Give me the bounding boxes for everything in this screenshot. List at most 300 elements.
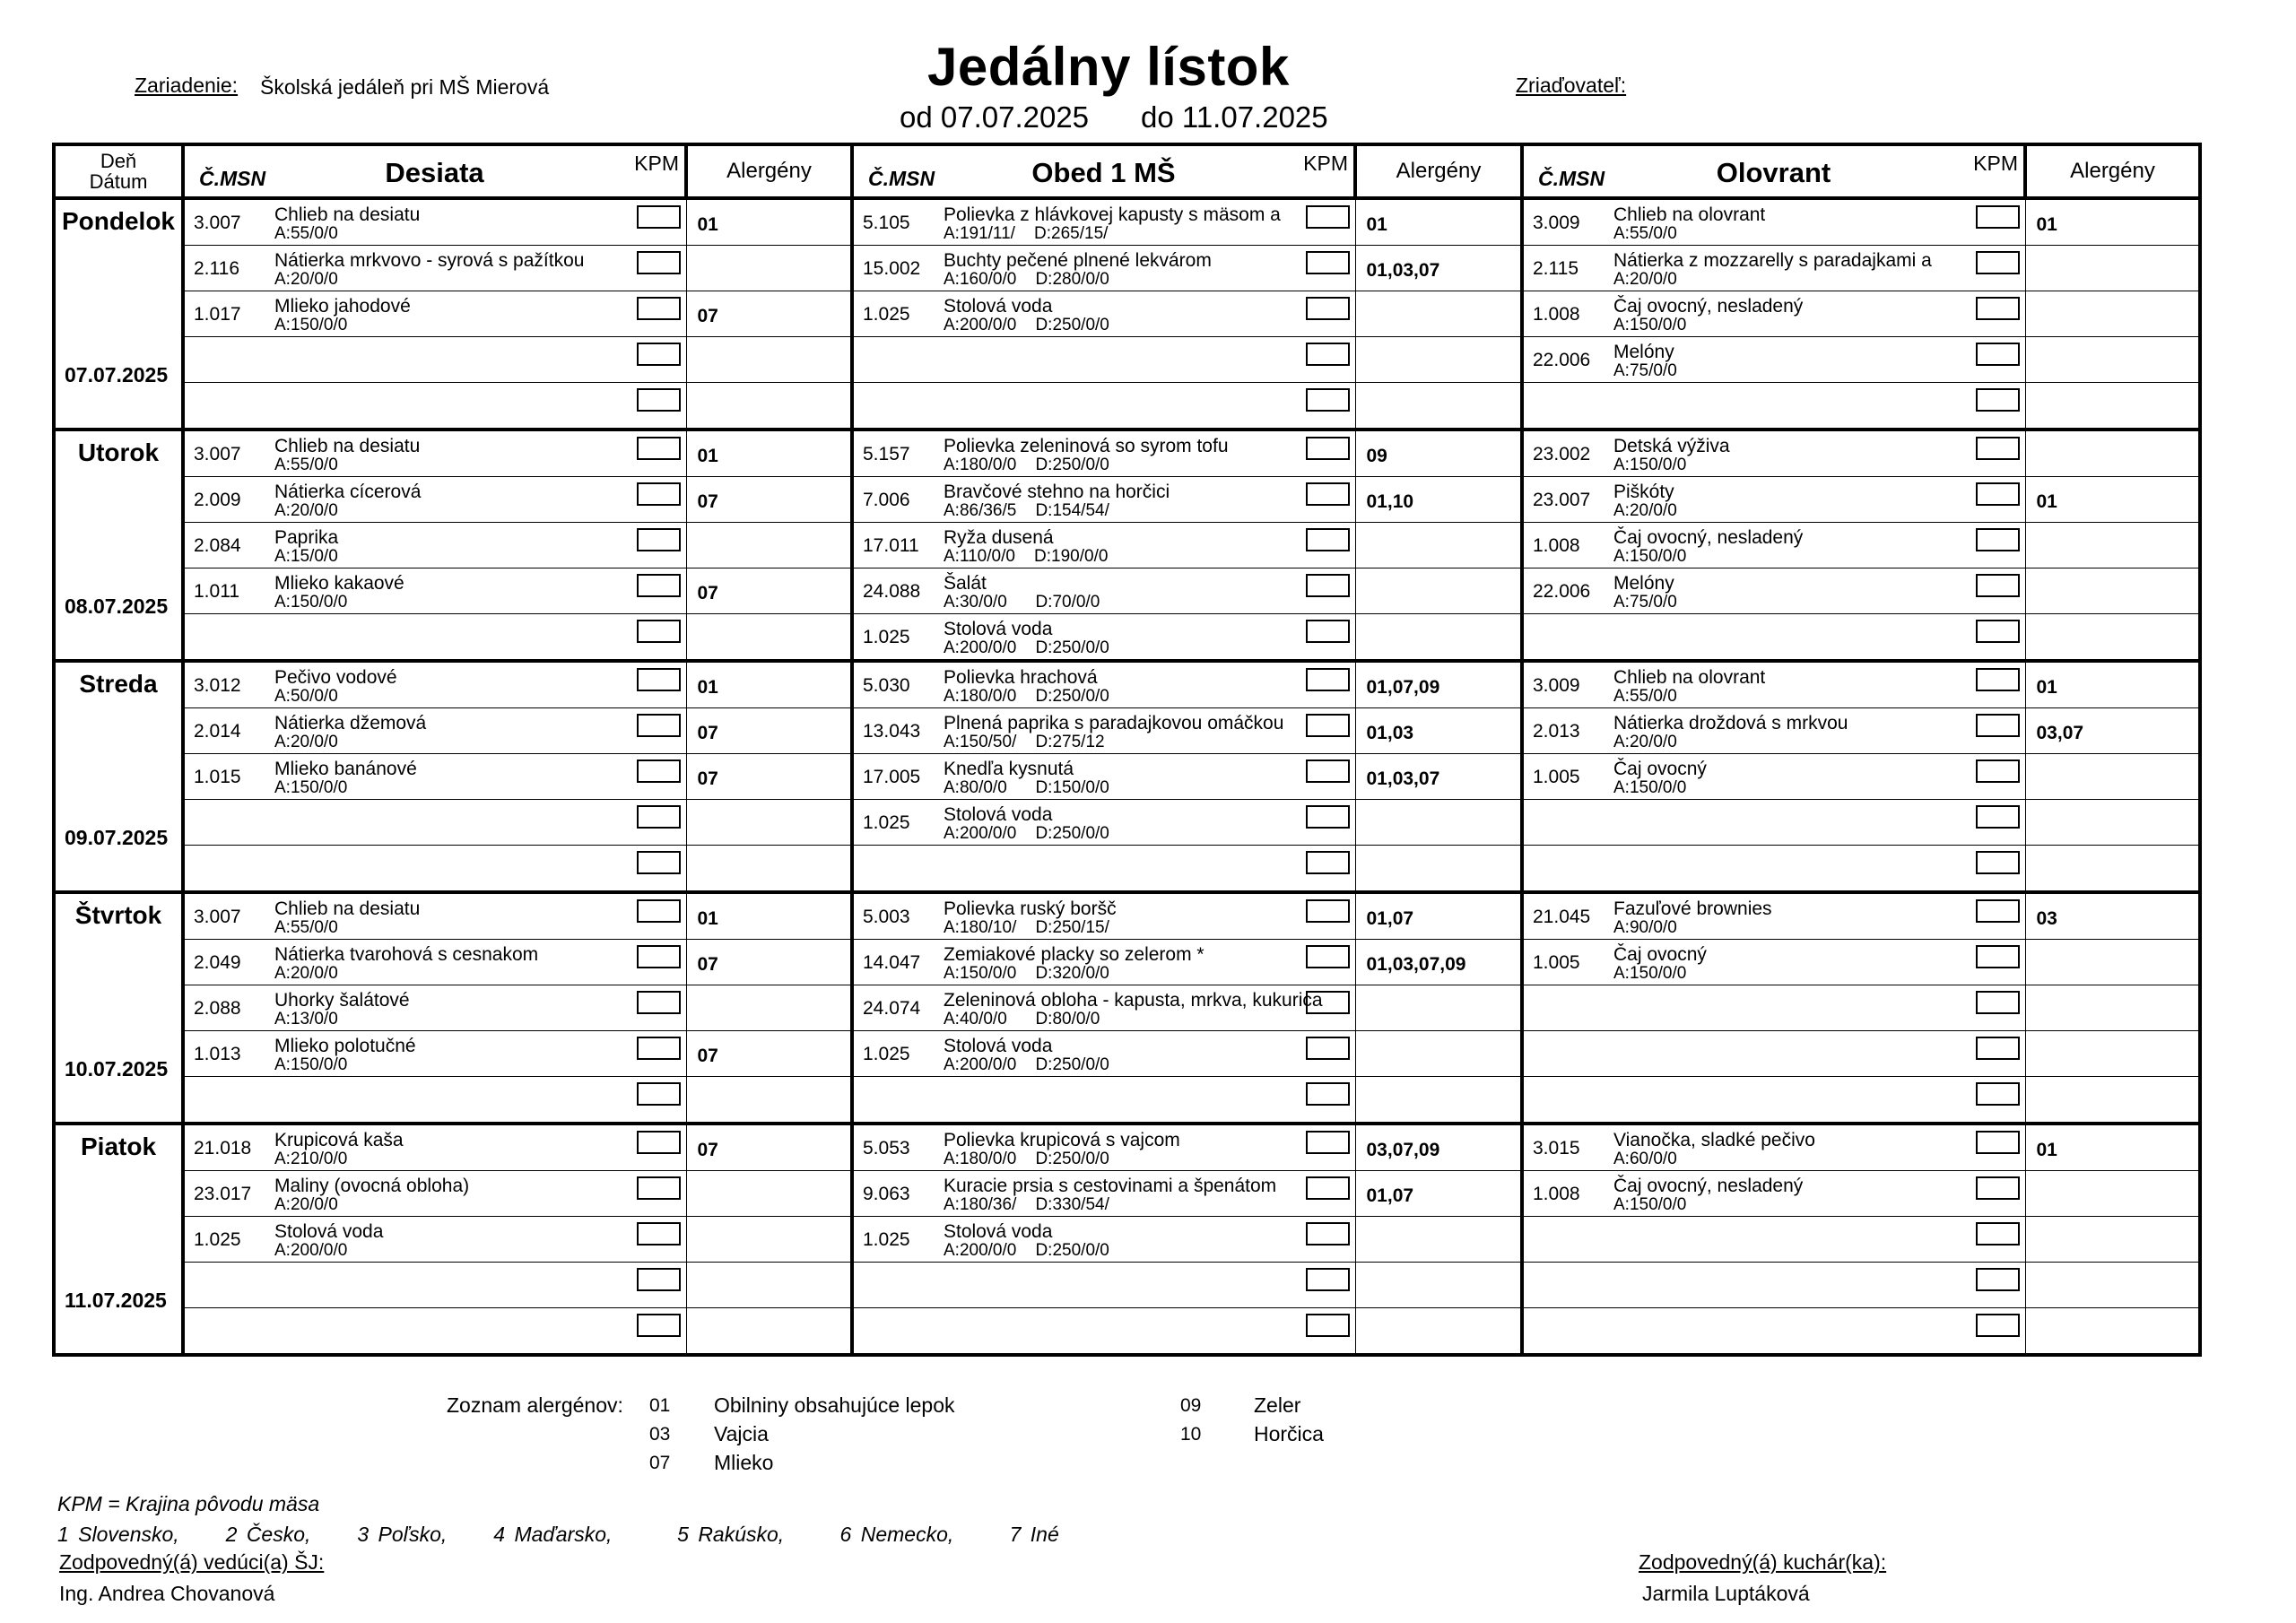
item-name: Mlieko kakaové [274,573,404,594]
day-date: 09.07.2025 [65,826,169,849]
item-portion: A:55/0/0 [1613,687,1677,706]
allergens-cell [1355,892,1522,940]
allergens-cell [1355,846,1522,893]
item-allergens: 01,03,07 [1366,260,1440,281]
item-code: 17.005 [863,767,921,787]
menu-item-cell [1522,291,2025,337]
kpm-checkbox [1976,668,2020,691]
item-code: 24.074 [863,998,921,1019]
item-name: Mlieko polotučné [274,1036,416,1056]
menu-item-cell [183,383,686,430]
item-name: Stolová voda [944,619,1053,639]
item-allergens [1356,985,1521,1000]
item-name: Čaj ovocný, nesladený [1613,527,1804,548]
menu-item-cell [1522,1031,2025,1077]
item-allergens [2026,985,2199,1000]
kpm-checkbox [1976,1082,2020,1106]
allergens-cell [686,661,852,708]
menu-item-cell [1522,661,2025,708]
kpm-countries: 1 Slovensko, 2 Česko, 3 Poľsko, 4 Maďarsko, 5 Rakúsko, 6 Nemecko, 7 Iné [57,1523,1059,1546]
menu-item-cell [1522,892,2025,940]
kpm-checkbox [637,851,681,874]
day-cell [54,892,183,1124]
item-portion: A:110/0/0 D:190/0/0 [944,547,1109,566]
allergens-cell [1355,708,1522,754]
item-portion: A:20/0/0 [1613,501,1677,520]
item-name: Bravčové stehno na horčici [944,482,1170,502]
item-allergens: 07 [697,1046,718,1066]
menu-item-cell [1522,198,2025,246]
item-name: Šalát [944,573,987,594]
item-code: 1.013 [194,1044,241,1064]
allergens-cell [1355,800,1522,846]
item-allergens: 01 [697,908,718,929]
msn-header: Č.MSN [199,167,266,190]
item-code: 14.047 [863,952,921,973]
allergens-cell [686,246,852,291]
item-allergens: 09 [1366,446,1387,466]
kpm-checkbox [1306,1268,1350,1291]
allergens-cell [2025,846,2200,893]
item-allergens: 01,10 [1366,491,1414,512]
allergens-cell [686,568,852,614]
item-code: 1.025 [863,1044,910,1064]
item-code: 2.009 [194,490,241,510]
menu-item-cell [1522,708,2025,754]
item-portion: A:150/0/0 [1613,316,1687,334]
allergens-cell [2025,985,2200,1031]
item-portion: A:200/0/0 D:250/0/0 [944,824,1109,843]
item-allergens [1356,614,1521,629]
item-allergens [687,985,851,1000]
table-row [54,892,2200,940]
item-portion: A:180/10/ D:250/15/ [944,918,1109,937]
table-row [54,661,2200,708]
kpm-checkbox [1976,388,2020,412]
menu-item-cell [183,708,686,754]
table-row [54,198,2200,246]
allergens-cell [1355,198,1522,246]
item-allergens [1356,1217,1521,1231]
item-portion: A:150/0/0 [274,593,348,612]
item-name: Kuracie prsia s cestovinami a špenátom [944,1176,1277,1196]
kpm-checkbox [1976,805,2020,829]
allergen-code: 09 [1180,1395,1202,1416]
menu-item-cell [183,198,686,246]
item-code: 1.008 [1533,304,1580,325]
item-name: Nátierka mrkvovo - syrová s pažítkou [274,250,585,271]
kpm-checkbox [1306,343,1350,366]
item-portion: A:15/0/0 [274,547,338,566]
kpm-checkbox [1976,991,2020,1014]
kpm-checkbox [637,1268,681,1291]
item-code: 3.012 [194,675,241,696]
kpm-checkbox [637,251,681,274]
item-allergens [2026,246,2199,260]
allergens-cell [686,1217,852,1263]
item-portion: A:60/0/0 [1613,1150,1677,1168]
menu-item-cell [183,1308,686,1356]
item-code: 3.007 [194,213,241,233]
allergens-cell [686,1171,852,1217]
kpm-checkbox [1306,899,1350,923]
allergens-cell [1355,383,1522,430]
item-name: Chlieb na desiatu [274,898,421,919]
item-name: Polievka z hlávkovej kapusty s mäsom a [944,204,1281,225]
item-allergens [2026,1077,2199,1091]
allergens-cell [2025,291,2200,337]
item-code: 3.015 [1533,1138,1580,1159]
allergens-cell [1355,1263,1522,1308]
kpm-checkbox [1976,343,2020,366]
item-name: Polievka ruský boršč [944,898,1117,919]
meal-title-desiata: Desiata [385,157,484,188]
facility-name: Školská jedáleň pri MŠ Mierová [260,75,550,99]
item-portion: A:80/0/0 D:150/0/0 [944,778,1109,797]
item-code: 23.017 [194,1184,252,1204]
kpm-checkbox [637,297,681,320]
allergens-cell [2025,754,2200,800]
allergens-cell [686,1308,852,1356]
menu-item-cell [852,246,1355,291]
item-allergens [687,846,851,860]
allergens-header-label: Alergény [2070,159,2155,183]
item-allergens [687,246,851,260]
item-name: Detská výživa [1613,436,1730,456]
item-allergens: 01 [2036,1140,2057,1160]
allergens-cell [2025,477,2200,523]
item-code: 3.009 [1533,213,1580,233]
item-allergens [2026,1263,2199,1277]
kpm-checkbox [637,620,681,643]
item-portion: A:55/0/0 [274,918,338,937]
table-row [54,1077,2200,1124]
kpm-header: KPM [634,152,679,175]
allergens-cell [686,383,852,430]
kpm-checkbox [1306,1131,1350,1154]
menu-item-cell [1522,800,2025,846]
item-portion: A:200/0/0 [274,1241,348,1260]
allergens-cell [2025,568,2200,614]
item-code: 7.006 [863,490,910,510]
item-code: 9.063 [863,1184,910,1204]
item-allergens [2026,846,2199,860]
table-row [54,430,2200,477]
item-allergens: 07 [697,491,718,512]
item-name: Melóny [1613,573,1674,594]
item-name: Vianočka, sladké pečivo [1613,1130,1815,1150]
page-title: Jedálny lístok [927,37,1290,97]
item-portion: A:150/0/0 [1613,456,1687,474]
kpm-checkbox [637,1037,681,1060]
allergens-cell [2025,1077,2200,1124]
item-allergens [1356,383,1521,397]
kpm-checkbox [637,1222,681,1245]
kpm-checkbox [637,528,681,551]
item-portion: A:191/11/ D:265/15/ [944,224,1109,243]
allergens-cell [686,430,852,477]
allergens-cell [686,892,852,940]
item-name: Stolová voda [944,1221,1053,1242]
item-name: Melóny [1613,342,1674,362]
item-code: 22.006 [1533,581,1591,602]
allergens-cell [686,800,852,846]
item-portion: A:200/0/0 D:250/0/0 [944,1055,1109,1074]
item-allergens: 07 [697,723,718,743]
item-allergens [687,1263,851,1277]
menu-item-cell [183,614,686,662]
item-name: Stolová voda [274,1221,384,1242]
item-allergens [1356,846,1521,860]
kpm-checkbox [1976,251,2020,274]
item-portion: A:50/0/0 [274,687,338,706]
menu-item-cell [852,892,1355,940]
menu-item-cell [183,523,686,568]
item-name: Čaj ovocný [1613,759,1707,779]
meal-title-olovrant: Olovrant [1716,157,1831,188]
kpm-checkbox [637,668,681,691]
menu-item-cell [183,1263,686,1308]
item-portion: A:55/0/0 [1613,224,1677,243]
item-code: 1.025 [194,1229,241,1250]
allergens-cell [1355,337,1522,383]
allergens-cell [1355,568,1522,614]
desiata-header [183,144,686,198]
allergens-cell [1355,661,1522,708]
item-name: Zeleninová obloha - kapusta, mrkva, kukurica [944,990,1323,1011]
item-allergens [2026,800,2199,814]
day-name: Piatok [80,1133,157,1160]
menu-item-cell [1522,1308,2025,1356]
item-allergens [1356,291,1521,306]
item-allergens [2026,431,2199,446]
item-portion: A:13/0/0 [274,1010,338,1028]
item-code: 1.015 [194,767,241,787]
kpm-checkbox [1306,297,1350,320]
item-allergens [687,523,851,537]
allergens-header [1355,144,1522,198]
item-name: Stolová voda [944,296,1053,317]
item-portion: A:150/0/0 [274,316,348,334]
menu-item-cell [183,1171,686,1217]
allergens-cell [1355,754,1522,800]
item-code: 17.011 [863,535,919,556]
kpm-checkbox [1306,668,1350,691]
menu-item-cell [1522,846,2025,893]
item-portion: A:150/50/ D:275/12 [944,733,1105,751]
item-portion: A:200/0/0 D:250/0/0 [944,316,1109,334]
item-code: 1.005 [1533,767,1580,787]
kpm-checkbox [637,388,681,412]
kpm-checkbox [1306,528,1350,551]
menu-item-cell [852,337,1355,383]
item-portion: A:150/0/0 [274,778,348,797]
menu-table [52,143,2202,1357]
item-code: 23.007 [1533,490,1591,510]
menu-item-cell [852,430,1355,477]
table-row [54,940,2200,985]
kpm-checkbox [1306,759,1350,783]
menu-item-cell [852,846,1355,893]
kpm-checkbox [1976,759,2020,783]
allergens-cell [686,754,852,800]
menu-item-cell [1522,1217,2025,1263]
menu-item-cell [1522,337,2025,383]
item-name: Krupicová kaša [274,1130,404,1150]
item-name: Nátierka droždová s mrkvou [1613,713,1848,733]
item-name: Mlieko banánové [274,759,417,779]
item-portion: A:200/0/0 D:250/0/0 [944,1241,1109,1260]
allergens-cell [1355,430,1522,477]
item-portion: A:150/0/0 [1613,547,1687,566]
item-allergens [2026,614,2199,629]
allergens-cell [686,1031,852,1077]
kpm-checkbox [1976,437,2020,460]
kpm-checkbox [1306,714,1350,737]
allergens-cell [686,1263,852,1308]
menu-item-cell [183,661,686,708]
menu-item-cell [852,523,1355,568]
menu-item-cell [852,1171,1355,1217]
allergens-cell [2025,1263,2200,1308]
kpm-checkbox [1976,297,2020,320]
kpm-checkbox [1306,805,1350,829]
kpm-checkbox [637,899,681,923]
item-name: Uhorky šalátové [274,990,410,1011]
item-name: Pečivo vodové [274,667,397,688]
menu-item-cell [1522,523,2025,568]
kpm-header: KPM [1303,152,1348,175]
kpm-checkbox [1306,620,1350,643]
item-name: Knedľa kysnutá [944,759,1074,779]
period-to: do 11.07.2025 [1141,100,1328,134]
allergens-cell [686,477,852,523]
day-date: 08.07.2025 [65,595,169,618]
kpm-checkbox [1976,620,2020,643]
kpm-checkbox [1976,1131,2020,1154]
item-name: Maliny (ovocná obloha) [274,1176,470,1196]
item-allergens [2026,383,2199,397]
item-code: 2.013 [1533,721,1580,742]
item-code: 2.088 [194,998,241,1019]
allergens-cell [2025,892,2200,940]
allergens-cell [1355,1077,1522,1124]
kpm-checkbox [637,205,681,229]
allergens-cell [2025,430,2200,477]
menu-item-cell [183,846,686,893]
table-row [54,1171,2200,1217]
allergens-header-label: Alergény [1396,159,1482,183]
allergens-cell [2025,614,2200,662]
item-allergens [687,1077,851,1091]
item-allergens: 07 [697,768,718,789]
item-code: 5.003 [863,907,910,927]
menu-item-cell [852,1077,1355,1124]
item-code: 1.025 [863,1229,910,1250]
item-code: 1.025 [863,812,910,833]
item-allergens: 01 [697,446,718,466]
item-portion: A:86/36/5 D:154/54/ [944,501,1109,520]
menu-item-cell [183,1077,686,1124]
kpm-note: KPM = Krajina pôvodu mäsa [57,1492,320,1515]
msn-header: Č.MSN [868,167,935,190]
item-name: Nátierka tvarohová s cesnakom [274,944,539,965]
day-header: Deň [100,150,137,172]
kpm-checkbox [1976,899,2020,923]
menu-item-cell [852,940,1355,985]
item-portion: A:75/0/0 [1613,361,1677,380]
allergens-cell [1355,985,1522,1031]
menu-item-cell [183,892,686,940]
kpm-checkbox [1976,945,2020,968]
menu-item-cell [852,754,1355,800]
allergens-cell [686,291,852,337]
item-name: Mlieko jahodové [274,296,411,317]
item-allergens: 07 [697,1140,718,1160]
allergens-cell [2025,246,2200,291]
msn-header: Č.MSN [1538,167,1605,190]
kpm-checkbox [637,343,681,366]
allergen-code: 10 [1180,1424,1202,1445]
item-allergens [1356,800,1521,814]
kpm-checkbox [637,759,681,783]
olovrant-header [1522,144,2025,198]
allergens-cell [2025,523,2200,568]
item-allergens: 01 [697,214,718,235]
kpm-checkbox [637,1176,681,1200]
item-name: Polievka zeleninová so syrom tofu [944,436,1229,456]
menu-item-cell [183,430,686,477]
kpm-checkbox [1306,1082,1350,1106]
item-portion: A:180/0/0 D:250/0/0 [944,687,1109,706]
menu-body [54,198,2200,1355]
day-cell [54,198,183,430]
menu-item-cell [183,337,686,383]
table-row [54,708,2200,754]
allergens-header-label: Alergény [726,159,812,183]
menu-item-cell [852,568,1355,614]
menu-item-cell [852,477,1355,523]
menu-item-cell [852,614,1355,662]
kpm-checkbox [1976,851,2020,874]
item-code: 1.008 [1533,535,1580,556]
item-allergens: 01,07,09 [1366,677,1440,698]
item-allergens: 03,07 [2036,723,2084,743]
menu-item-cell [852,1263,1355,1308]
allergens-cell [2025,708,2200,754]
menu-item-cell [1522,1077,2025,1124]
item-allergens: 01,03 [1366,723,1414,743]
item-allergens [2026,754,2199,768]
day-name: Pondelok [61,207,175,235]
day-name: Štvrtok [74,901,162,929]
kpm-checkbox [637,945,681,968]
menu-item-cell [1522,1263,2025,1308]
day-name: Utorok [77,438,160,466]
item-portion: A:20/0/0 [274,733,338,751]
header-row [54,144,2200,198]
item-name: Čaj ovocný, nesladený [1613,1176,1804,1196]
menu-item-cell [183,568,686,614]
kpm-header: KPM [1973,152,2018,175]
item-allergens [2026,1217,2199,1231]
kpm-checkbox [1976,1268,2020,1291]
facility-label: Zariadenie: [135,74,239,97]
menu-item-cell [852,1308,1355,1356]
item-name: Čaj ovocný, nesladený [1613,296,1804,317]
item-portion: A:30/0/0 D:70/0/0 [944,593,1100,612]
item-code: 1.011 [194,581,239,602]
